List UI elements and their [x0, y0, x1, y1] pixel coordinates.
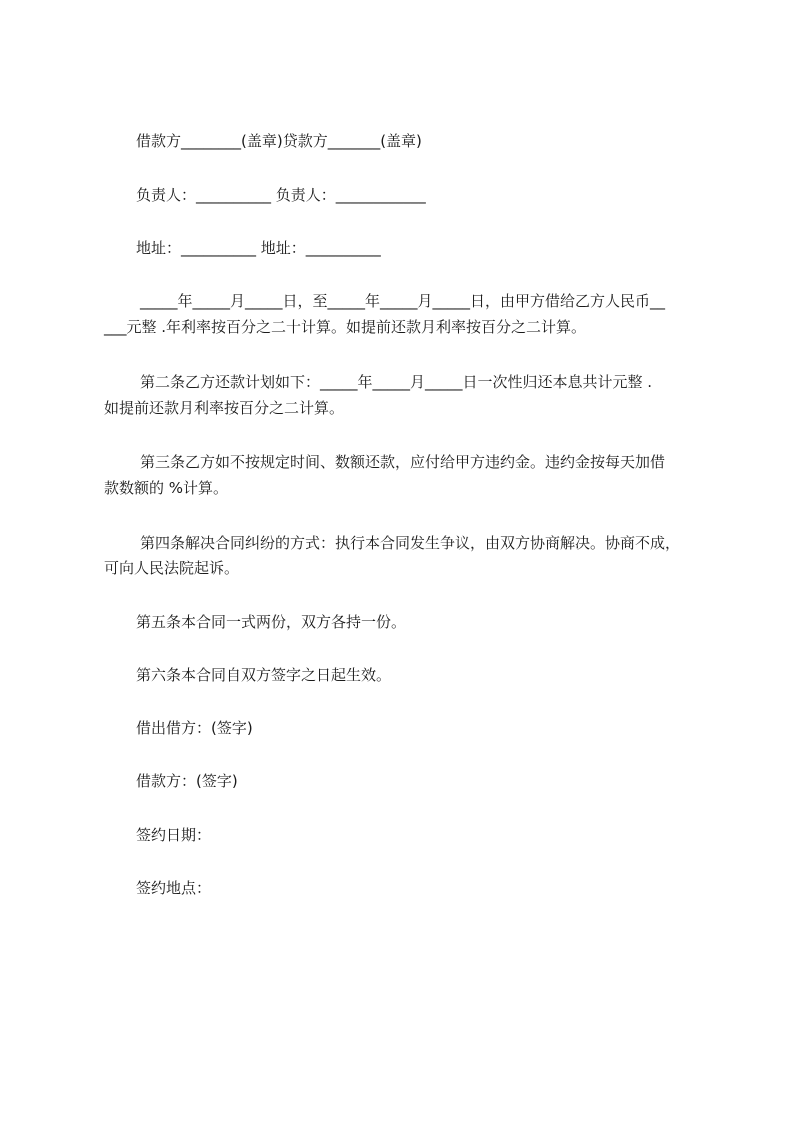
article-6-line: 第六条本合同自双方签字之日起生效。 — [136, 666, 392, 684]
article-5-line: 第五条本合同一式两份，双方各持一份。 — [136, 613, 407, 631]
signing-date-line: 签约日期： — [136, 826, 212, 844]
article-2-line-2: 如提前还款月利率按百分之二计算。 — [104, 399, 345, 417]
article-3-line-1: 第三条乙方如不按规定时间、数额还款，应付给甲方违约金。违约金按每天加借 — [140, 453, 666, 471]
borrower-signature-line: 借款方：(签字) — [136, 772, 238, 790]
article-2-line-1: 第二条乙方还款计划如下：_____年_____月_____日一次性归还本息共计元整 . — [140, 373, 653, 391]
signature-parties-line: 借款方________(盖章)贷款方_______(盖章) — [136, 132, 422, 150]
address-line: 地址：__________ 地址：__________ — [136, 239, 381, 257]
responsible-person-line: 负责人：__________ 负责人：____________ — [136, 186, 426, 204]
signing-place-line: 签约地点： — [136, 879, 212, 897]
article-3-line-2: 款数额的 %计算。 — [104, 479, 229, 497]
lender-signature-line: 借出借方：(签字) — [136, 719, 253, 737]
loan-term-line-2: ___元整 .年利率按百分之二十计算。如提前还款月利率按百分之二计算。 — [104, 318, 587, 336]
article-4-line-1: 第四条解决合同纠纷的方式：执行本合同发生争议，由双方协商解决。协商不成， — [140, 534, 681, 552]
loan-term-line-1: _____年_____月_____日，至_____年_____月_____日，由甲方借给乙方人民币__ — [140, 292, 666, 310]
article-4-line-2: 可向人民法院起诉。 — [104, 559, 240, 577]
